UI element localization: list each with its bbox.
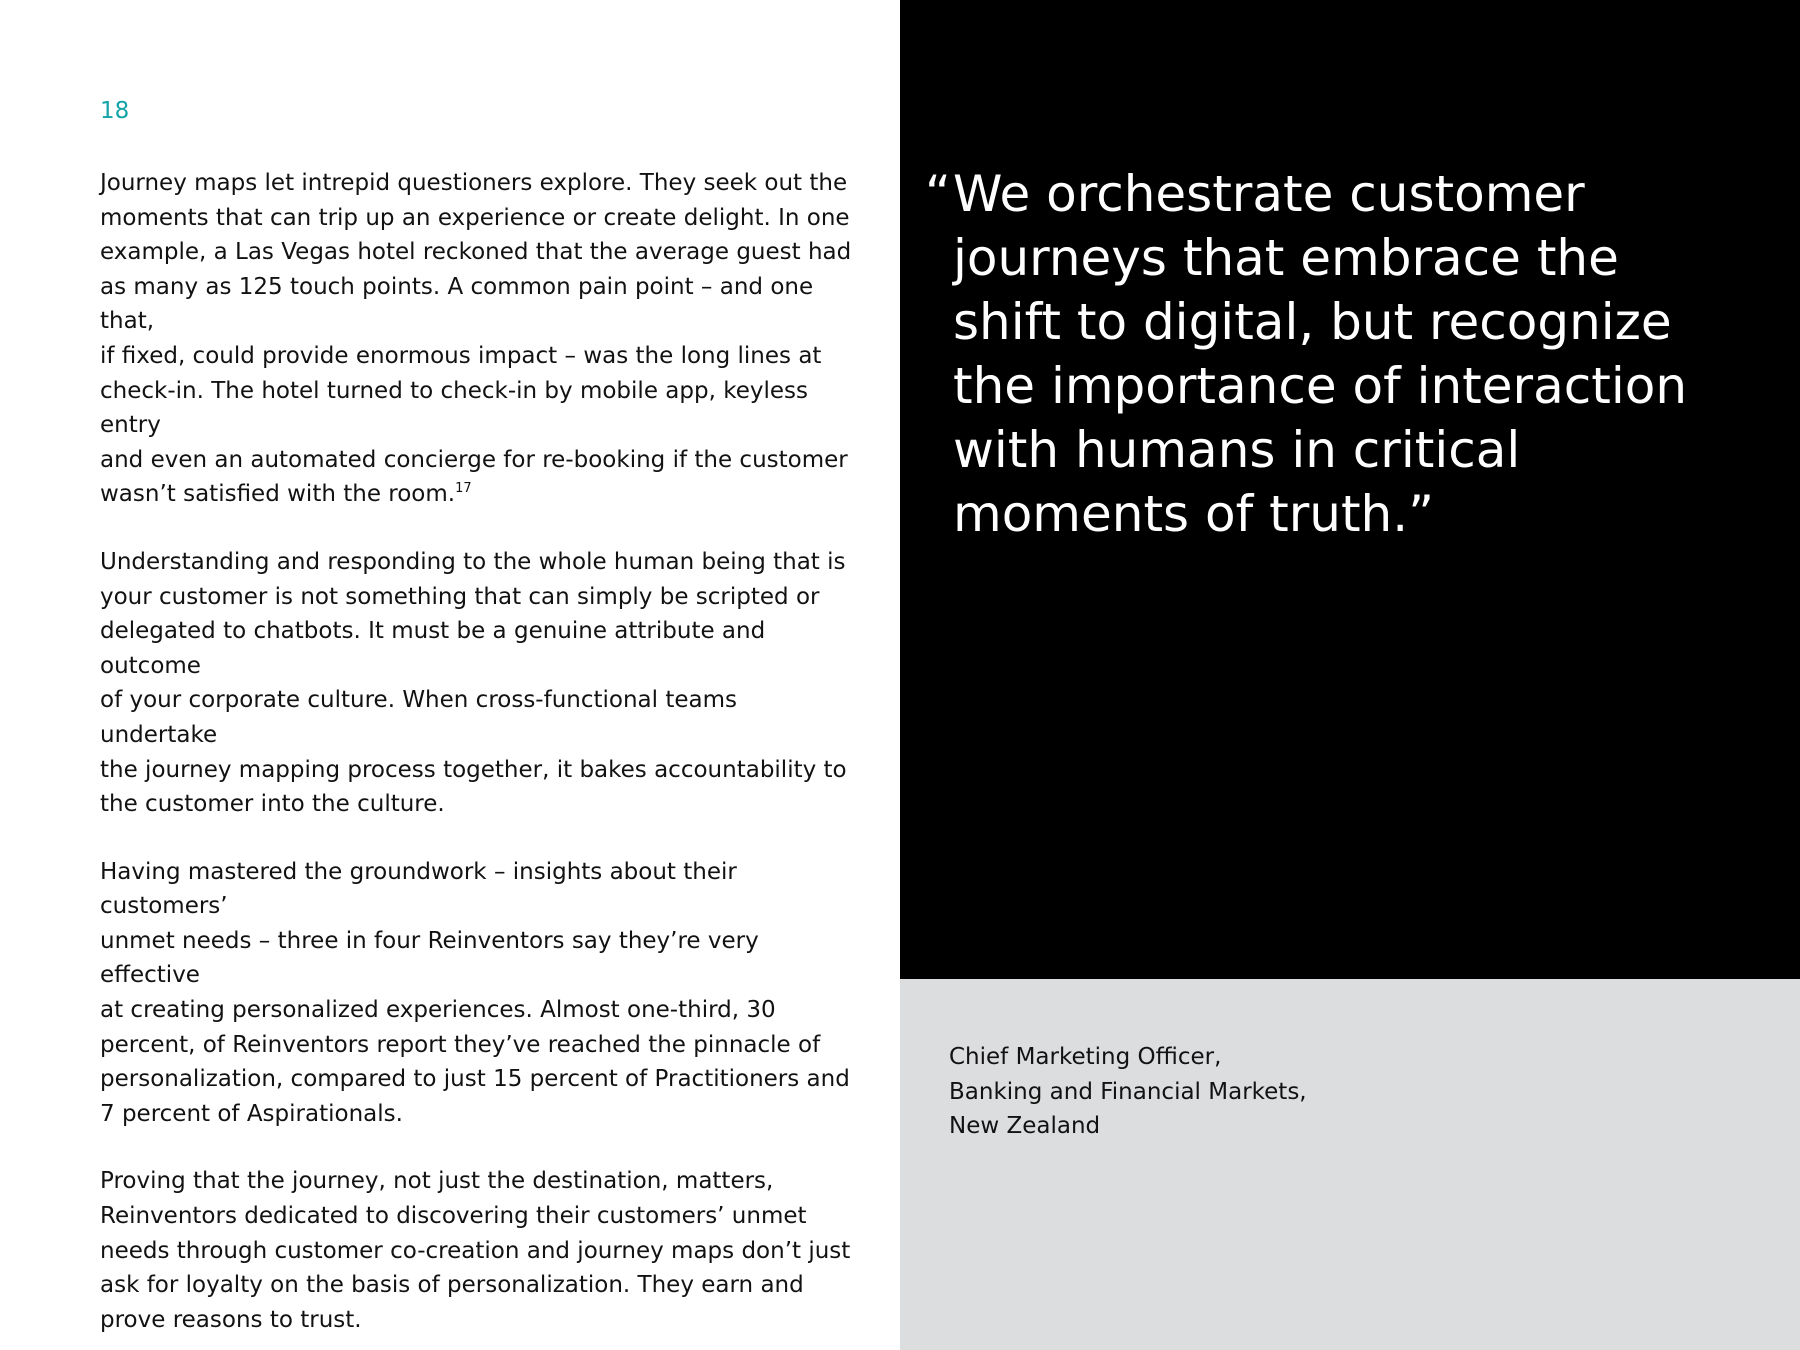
article-body — [100, 166, 860, 1350]
quote-open-mark: “ — [925, 165, 951, 223]
attribution-panel — [900, 979, 1800, 1350]
body-paragraph-3: Having mastered the groundwork – insights about their customers’ unmet needs – three in four Reinventors say they’re very effective at creating personalized experiences. Almost one-third, 30 percent, of Reinventors report they’ve reached the pinnacle of personalization, compared to just 15 percent of Practitioners and 7 percent of Aspirationals. — [100, 858, 850, 1127]
attribution-location: New Zealand — [949, 1113, 1101, 1140]
footnote-reference: 17 — [455, 481, 472, 497]
attribution-industry: Banking and Financial Markets, — [949, 1078, 1307, 1105]
body-paragraph-2: Understanding and responding to the whole human being that is your customer is not something that can simply be scripted or delegated to chatbots. It must be a genuine attribute and outcome of your corporate culture. When cross-functional teams undertake the journey mapping process together, it bakes accountability to the customer into the culture. — [100, 548, 847, 818]
body-paragraph-1 — [100, 166, 860, 512]
quote-attribution — [949, 1040, 1649, 1144]
body-paragraph-1-text: Journey maps let intrepid questioners explore. They seek out the moments that can trip up an experience or create delight. In one example, a Las Vegas hotel reckoned that the average guest had as many as 125 touch points. A common pain point – and one that, if fixed, could provide enormous impact – was the long lines at check-in. The hotel turned to check-in by mobile app, keyless entry and even an automated concierge for re-booking if the customer wasn’t satisfied with the room. — [100, 170, 852, 508]
page-number: 18 — [100, 98, 130, 124]
attribution-title: Chief Marketing Officer, — [949, 1044, 1222, 1070]
body-paragraph-4: Proving that the journey, not just the destination, matters, Reinventors dedicated to discovering their customers’ unmet needs through customer co-creation and journey maps don’t just ask for loyalty on the basis of personalization. They earn and prove reasons to trust. — [100, 1168, 851, 1333]
pull-quote-text: We orchestrate customer journeys that embrace the shift to digital, but recognize the importance of interaction with humans in critical moments of truth.” — [953, 165, 1688, 543]
